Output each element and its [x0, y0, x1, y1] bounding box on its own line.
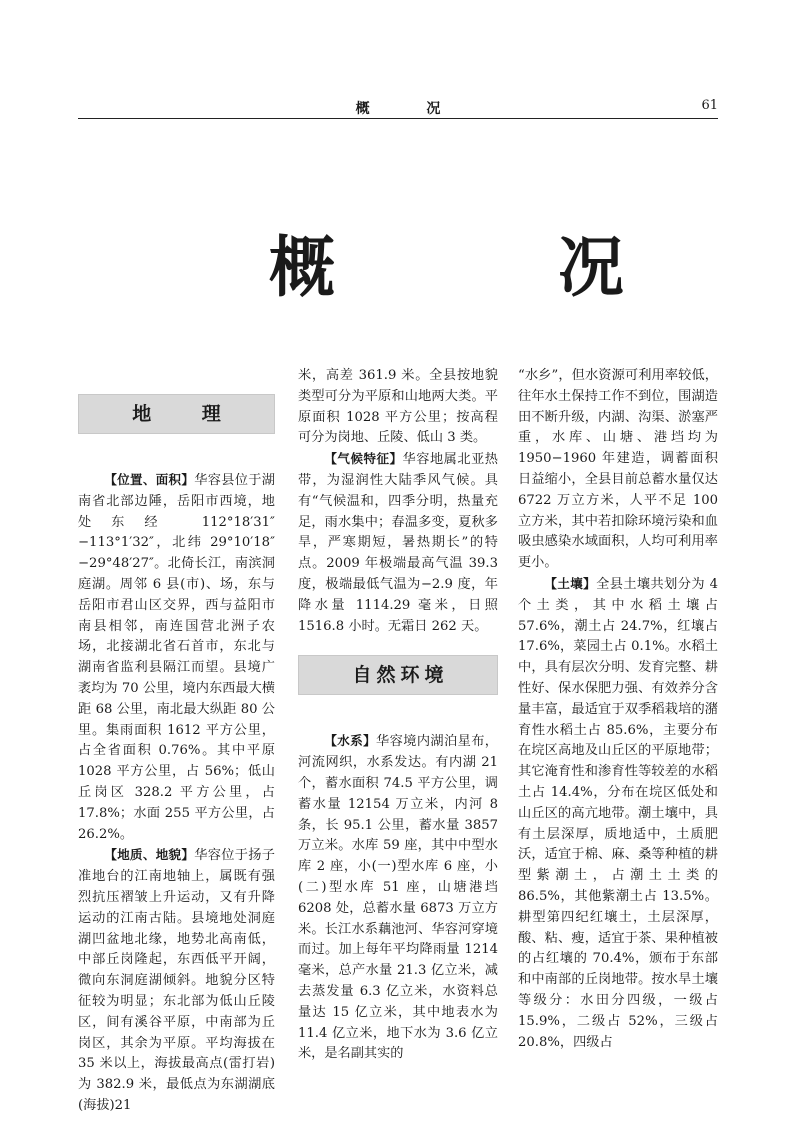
running-header [78, 96, 718, 120]
paragraph-water-system [298, 731, 498, 1065]
running-title: 概 况 [355, 101, 467, 117]
paragraph-text: 华容位于扬子准地台的江南地轴上，属既有强烈抗压褶皱上升运动，又有升降运动的江南古陆。县境地处洞庭湖凹盆地北缘，地势北高南低，中部丘岗隆起，东西低平开阔，微向东洞庭湖倾斜。地貌分区特征较为明显；东北部为低山丘陵区，间有溪谷平原，中南部为丘岗区，其余为平原。平均海拔在 35 米以上，海拔最高点(雷打岩)为 382.9 米，最低点为东湖湖底(海拔)21 [78, 848, 275, 1113]
paragraph-water-continued: “水乡”，但水资源可利用率较低，往年水土保持工作不到位，围湖造田不断升级，内湖、沟渠、淤塞严重，水库、山塘、港垱均为 1950−1960 年建造，调蓄面积日益缩小，全县目前总蓄水量仅达 6722 万立方米，人平不足 100 立方米，其中若扣除环境污染和血吸虫感染水域面积，人均可利用率更小。 [518, 368, 718, 571]
chapter-title: 概 况 [269, 229, 724, 306]
paragraph-text: 华容境内湖泊星布，河流网织，水系发达。有内湖 21 个，蓄水面积 74.5 平方公里，调蓄水量 12154 万立米，内河 8 条，长 95.1 公里，蓄水量 3857 万立米。水库 59 座，其中中型水库 2 座，小(一)型水库 6 座，小(二)型水库 51 座，山塘港垱 6208 处，总蓄水量 6873 万立方米。长江水系藕池河、华容河穿境而过。加上每年平均降雨量 1214 毫米，总产水量 21.3 亿立米，减去蒸发量 6.3 亿立米，水资料总量达 15 亿立米，其中地表水为 11.4 亿立米，地下水为 3.6 亿立米，是名副其实的 [298, 734, 498, 1062]
paragraph-text: 华容地属北亚热带，为湿润性大陆季风气候。具有“气候温和，四季分明，热量充足，雨水集中；春温多变，夏秋多旱，严寒期短，暑热期长”的特点。2009 年极端最高气温 39.3 度，极端最低气温为−2.9 度，年降水量 1114.29 毫米，日照 1516.8 小时。无霜日 262 天。 [298, 452, 498, 634]
section-heading-geography: 地 理 [78, 394, 275, 434]
paragraph-keyword: 【地质、地貌】 [104, 847, 195, 863]
paragraph-soil [518, 574, 718, 1053]
text-column-1 [78, 388, 275, 1117]
paragraph-keyword: 【气候特征】 [324, 451, 403, 467]
paragraph-landform-continued: 米，高差 361.9 米。全县按地貌类型可分为平原和山地两大类。平原面积 1028 平方公里；按高程可分为岗地、丘陵、低山 3 类。 [298, 368, 498, 446]
section-heading-environment: 自然环境 [298, 655, 498, 695]
paragraph-text: 全县土壤共划分为 4 个土类，其中水稻土壤占 57.6%，潮土占 24.7%，红壤占 17.6%，菜园土占 0.1%。水稻土中，具有层次分明、发育完整、耕性好、保水保肥力强、有效养分含量丰富，最适宜于双季稻栽培的潴育性水稻土占 85.6%，主要分布在垸区高地及山丘区的平原地带；其它淹育性和渗育性等较差的水稻土占 14.4%，分布在垸区低处和山丘区的高亢地带。潮土壤中，具有土层深厚，质地适中，土质肥沃，适宜于棉、麻、桑等种植的耕型紫潮土，占潮土土类的 86.5%，其他紫潮土占 13.5%。耕型第四纪红壤土，土层深厚，酸、粘、瘦，适宜于茶、果种植被的占红壤的 70.4%，颁布于东部和中南部的丘岗地带。按水旱土壤等级分：水田分四级，一级占 15.9%，二级占 52%，三级占 20.8%，四级占 [518, 576, 718, 1050]
page-number: 61 [701, 98, 718, 113]
paragraph-text: 华容县位于湖南省北部边陲，岳阳市西境，地处东经 112°18′31″−113°1′32″，北纬 29°10′18″−29°48′27″。北倚长江，南滨洞庭湖。周邻 6 县(市)、场，东与岳阳市君山区交界，西与益阳市南县相邻，南连国营北洲子农场，北接湖北省石首市，东北与湖南省监利县隔江而望。县境广袤均为 70 公里，境内东西最大横距 68 公里，南北最大纵距 80 公里。集雨面积 1612 平方公里，占全省面积 0.76%。其中平原 1028 平方公里，占 56%；低山丘岗区 328.2 平方公里，占 17.8%；水面 255 平方公里，占 26.2%。 [78, 473, 275, 842]
header-rule [78, 118, 718, 119]
paragraph-keyword: 【位置、面积】 [104, 472, 195, 487]
paragraph-keyword: 【水系】 [324, 733, 377, 749]
text-column-3 [518, 366, 718, 1053]
paragraph-geology-landform [78, 845, 275, 1116]
paragraph-climate [298, 449, 498, 637]
paragraph-location-area [78, 470, 275, 845]
text-column-2 [298, 366, 498, 1065]
paragraph-keyword: 【土壤】 [544, 575, 597, 591]
